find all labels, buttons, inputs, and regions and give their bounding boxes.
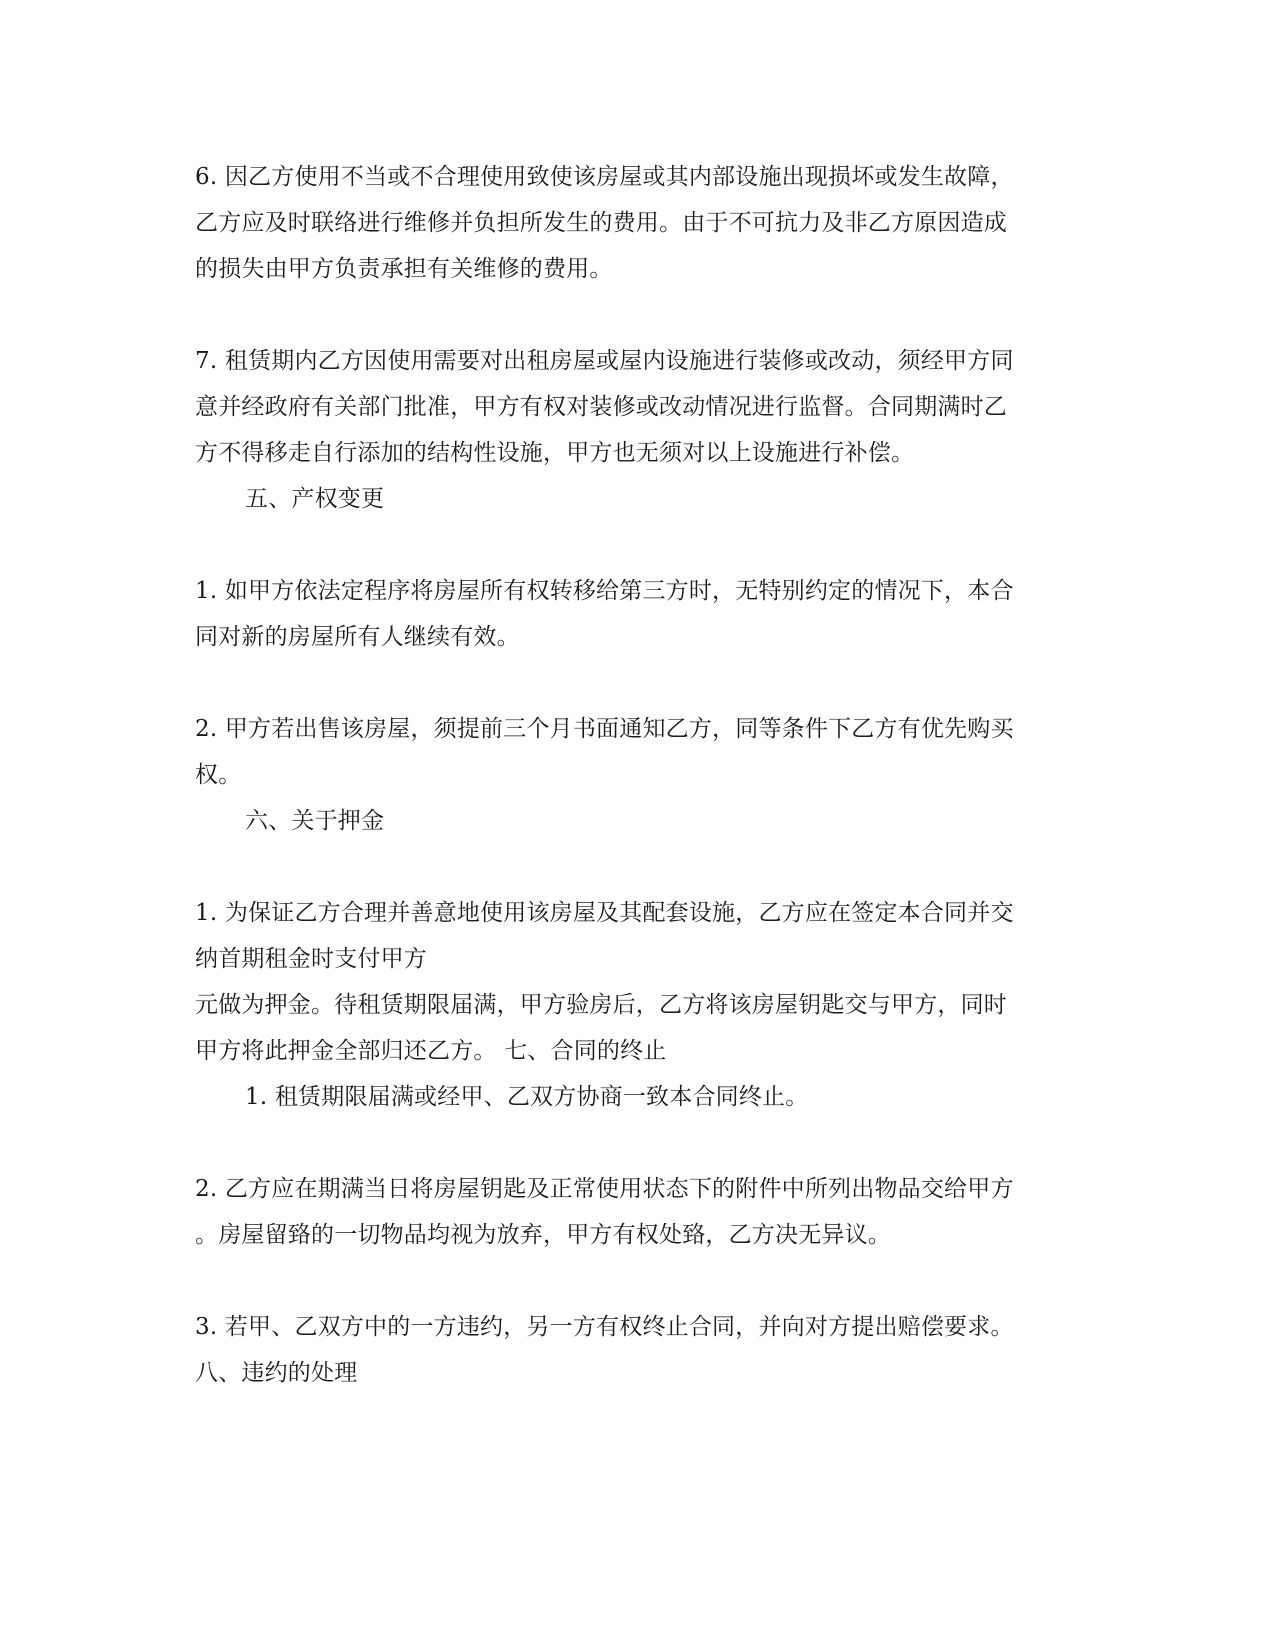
section-6-clause-1-line-4: 甲方将此押金全部归还乙方。 七、合同的终止 <box>195 1038 667 1064</box>
clause-6-line-2: 乙方应及时联络进行维修并负担所发生的费用。由于不可抗力及非乙方原因造成 <box>195 210 1007 236</box>
clause-6-line-1: 6. 因乙方使用不当或不合理使用致使该房屋或其内部设施出现损坏或发生故障， <box>195 164 1014 190</box>
section-5-heading: 五、产权变更 <box>245 486 385 512</box>
section-7-clause-1: 1. 租赁期限届满或经甲、乙双方协商一致本合同终止。 <box>245 1084 809 1110</box>
section-6-clause-1-line-1: 1. 为保证乙方合理并善意地使用该房屋及其配套设施，乙方应在签定本合同并交 <box>195 900 1014 926</box>
section-6-heading: 六、关于押金 <box>245 808 385 834</box>
section-5-clause-1-line-1: 1. 如甲方依法定程序将房屋所有权转移给第三方时，无特别约定的情况下，本合 <box>195 578 1014 604</box>
section-7-clause-2-line-2: 。房屋留臵的一切物品均视为放弃，甲方有权处臵，乙方决无异议。 <box>195 1222 891 1248</box>
section-5-clause-1-line-2: 同对新的房屋所有人继续有效。 <box>195 624 520 650</box>
section-6-clause-1-line-2: 纳首期租金时支付甲方 <box>195 946 427 972</box>
clause-7-line-1: 7. 租赁期内乙方因使用需要对出租房屋或屋内设施进行装修或改动，须经甲方同 <box>195 348 1014 374</box>
clause-6-line-3: 的损失由甲方负责承担有关维修的费用。 <box>195 256 613 282</box>
section-8-heading: 八、违约的处理 <box>195 1360 358 1386</box>
section-7-clause-2-line-1: 2. 乙方应在期满当日将房屋钥匙及正常使用状态下的附件中所列出物品交给甲方 <box>195 1176 1014 1202</box>
clause-7-line-3: 方不得移走自行添加的结构性设施，甲方也无须对以上设施进行补偿。 <box>195 440 915 466</box>
section-5-clause-2-line-1: 2. 甲方若出售该房屋，须提前三个月书面通知乙方，同等条件下乙方有优先购买 <box>195 716 1014 742</box>
section-5-clause-2-line-2: 权。 <box>195 762 242 788</box>
clause-7-line-2: 意并经政府有关部门批准，甲方有权对装修或改动情况进行监督。合同期满时乙 <box>195 394 1007 420</box>
section-7-clause-3: 3. 若甲、乙双方中的一方违约，另一方有权终止合同，并向对方提出赔偿要求。 <box>195 1314 1014 1340</box>
section-6-clause-1-line-3: 元做为押金。待租赁期限届满，甲方验房后，乙方将该房屋钥匙交与甲方，同时 <box>195 992 1007 1018</box>
